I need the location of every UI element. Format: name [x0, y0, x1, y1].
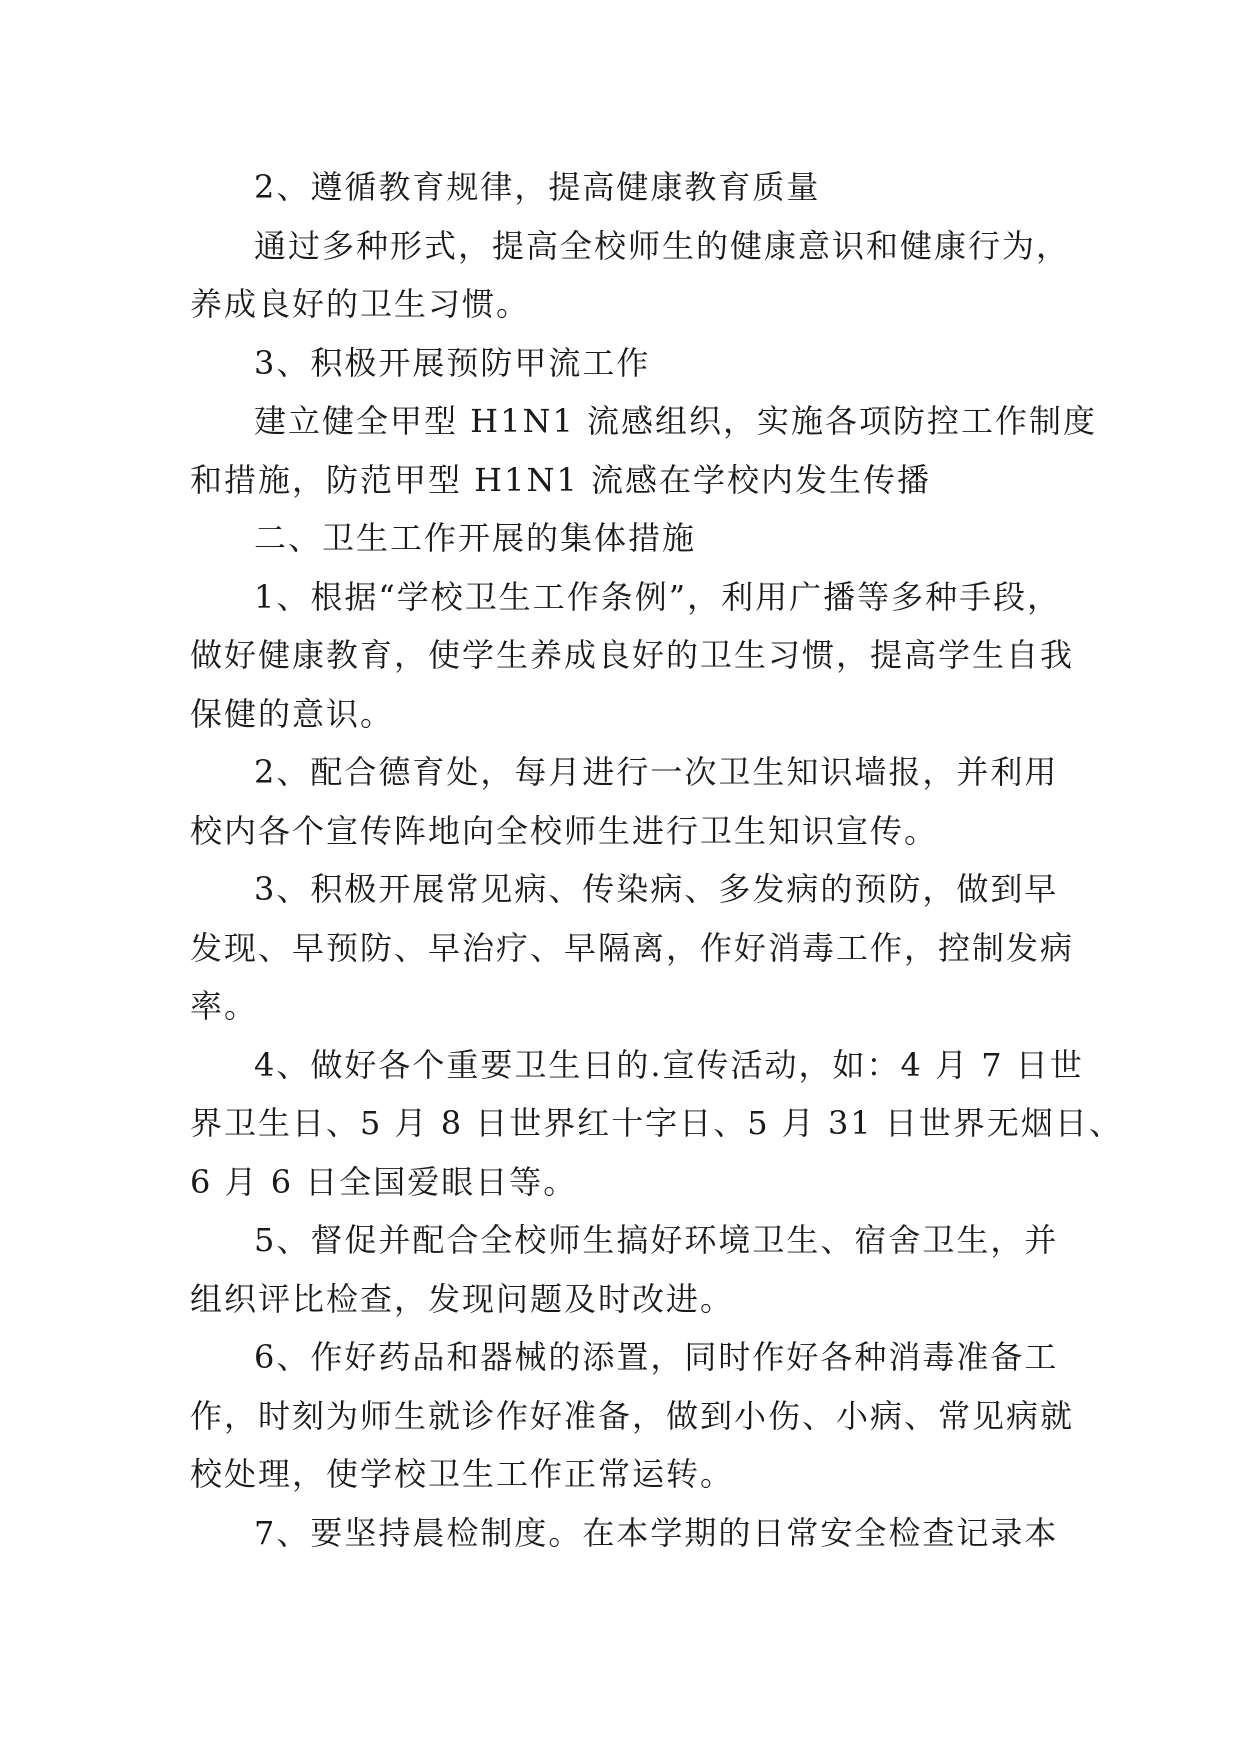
text-line: 1、根据“学校卫生工作条例”，利用广播等多种手段， [254, 577, 1062, 616]
text-line: 建立健全甲型 H1N1 流感组织，实施各项防控工作制度 [254, 402, 1097, 440]
document-text [190, 158, 1123, 1562]
text-line: 保健的意识。 [190, 694, 395, 733]
text-line: 2、配合德育处，每月进行一次卫生知识墙报，并利用 [254, 753, 1059, 791]
text-line: 3、积极开展预防甲流工作 [254, 343, 651, 382]
text-line: 4、做好各个重要卫生日的.宣传活动，如：4 月 7 日世 [254, 1045, 1084, 1084]
document-body [190, 158, 1123, 1562]
text-line: 率。 [190, 987, 259, 1025]
text-line: 发现、早预防、早治疗、早隔离，作好消毒工作，控制发病 [190, 928, 1075, 967]
text-line: 界卫生日、5 月 8 日世界红十字日、5 月 31 日世界无烟日、 [190, 1104, 1123, 1142]
text-line: 二、卫生工作开展的集体措施 [254, 519, 697, 557]
text-line: 5、督促并配合全校师生搞好环境卫生、宿舍卫生，并 [254, 1221, 1059, 1259]
text-line: 2、遵循教育规律，提高健康教育质量 [254, 168, 821, 206]
text-line: 通过多种形式，提高全校师生的健康意识和健康行为， [254, 226, 1071, 265]
text-line: 7、要坚持晨检制度。在本学期的日常安全检查记录本 [254, 1513, 1059, 1552]
text-line: 和措施，防范甲型 H1N1 流感在学校内发生传播 [190, 460, 931, 499]
text-line: 6 月 6 日全国爱眼日等。 [190, 1162, 578, 1201]
text-line: 校处理，使学校卫生工作正常运转。 [190, 1455, 735, 1493]
text-line: 做好健康教育，使学生养成良好的卫生习惯，提高学生自我 [190, 636, 1075, 674]
text-line: 3、积极开展常见病、传染病、多发病的预防，做到早 [254, 870, 1059, 908]
text-line: 6、作好药品和器械的添置，同时作好各种消毒准备工 [254, 1338, 1059, 1376]
text-line: 组织评比检查，发现问题及时改进。 [190, 1279, 735, 1318]
text-line: 作，时刻为师生就诊作好准备，做到小伤、小病、常见病就 [190, 1396, 1075, 1435]
text-line: 养成良好的卫生习惯。 [190, 285, 531, 323]
text-line: 校内各个宣传阵地向全校师生进行卫生知识宣传。 [190, 811, 939, 850]
